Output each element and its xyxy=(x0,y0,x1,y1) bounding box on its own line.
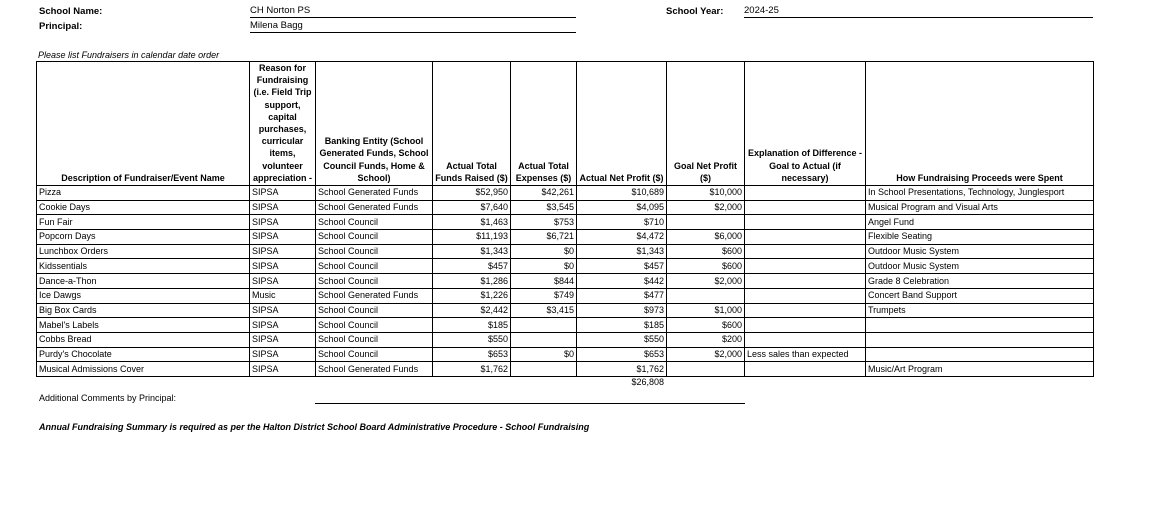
cell-explanation[interactable] xyxy=(745,215,866,230)
cell-net-profit[interactable]: $710 xyxy=(577,215,667,230)
cell-banking-entity[interactable]: School Council xyxy=(316,332,433,347)
cell-expenses[interactable]: $0 xyxy=(511,244,577,259)
cell-banking-entity[interactable]: School Council xyxy=(316,347,433,362)
cell-goal-net-profit[interactable]: $600 xyxy=(667,259,745,274)
table-row xyxy=(37,303,1094,318)
cell-banking-entity[interactable]: School Council xyxy=(316,259,433,274)
cell-proceeds-spent[interactable]: Musical Program and Visual Arts xyxy=(866,200,1094,215)
cell-expenses[interactable]: $749 xyxy=(511,288,577,303)
instruction-note: Please list Fundraisers in calendar date order xyxy=(38,50,220,60)
cell-expenses[interactable] xyxy=(511,318,577,333)
cell-reason[interactable]: SIPSA xyxy=(250,347,316,362)
cell-goal-net-profit[interactable] xyxy=(667,288,745,303)
cell-banking-entity[interactable]: School Generated Funds xyxy=(316,288,433,303)
cell-goal-net-profit[interactable]: $2,000 xyxy=(667,200,745,215)
cell-net-profit[interactable]: $10,689 xyxy=(577,186,667,201)
cell-explanation[interactable] xyxy=(745,200,866,215)
col-header-funds-raised: Actual Total Funds Raised ($) xyxy=(433,62,511,186)
cell-funds-raised[interactable]: $185 xyxy=(433,318,511,333)
cell-proceeds-spent[interactable] xyxy=(866,332,1094,347)
cell-explanation[interactable] xyxy=(745,362,866,377)
cell-funds-raised[interactable]: $457 xyxy=(433,259,511,274)
school-year-field[interactable]: 2024-25 xyxy=(744,5,1093,18)
cell-expenses[interactable]: $0 xyxy=(511,259,577,274)
cell-net-profit[interactable]: $442 xyxy=(577,274,667,289)
cell-description[interactable]: Big Box Cards xyxy=(37,303,250,318)
cell-net-profit[interactable]: $550 xyxy=(577,332,667,347)
cell-description[interactable]: Musical Admissions Cover xyxy=(37,362,250,377)
cell-description[interactable]: Ice Dawgs xyxy=(37,288,250,303)
cell-funds-raised[interactable]: $1,463 xyxy=(433,215,511,230)
table-row xyxy=(37,332,1094,347)
table-header-row xyxy=(37,62,1094,186)
cell-funds-raised[interactable]: $1,286 xyxy=(433,274,511,289)
cell-expenses[interactable]: $42,261 xyxy=(511,186,577,201)
school-name-field[interactable]: CH Norton PS xyxy=(250,5,576,18)
cell-description[interactable]: Kidssentials xyxy=(37,259,250,274)
cell-proceeds-spent[interactable] xyxy=(866,318,1094,333)
cell-description[interactable]: Cobbs Bread xyxy=(37,332,250,347)
cell-funds-raised[interactable]: $1,762 xyxy=(433,362,511,377)
cell-proceeds-spent[interactable]: Angel Fund xyxy=(866,215,1094,230)
table-row xyxy=(37,347,1094,362)
cell-explanation[interactable] xyxy=(745,318,866,333)
cell-explanation[interactable] xyxy=(745,303,866,318)
cell-explanation[interactable] xyxy=(745,244,866,259)
table-row xyxy=(37,230,1094,245)
cell-reason[interactable]: SIPSA xyxy=(250,259,316,274)
cell-description[interactable]: Dance-a-Thon xyxy=(37,274,250,289)
net-profit-total: $26,808 xyxy=(631,377,664,387)
cell-proceeds-spent[interactable]: Concert Band Support xyxy=(866,288,1094,303)
cell-explanation[interactable] xyxy=(745,230,866,245)
cell-explanation[interactable] xyxy=(745,332,866,347)
col-header-reason: Reason for Fundraising (i.e. Field Trip support, capital purchases, curricular items, volunteer appreciation - xyxy=(250,62,316,186)
cell-net-profit[interactable]: $1,762 xyxy=(577,362,667,377)
cell-description[interactable]: Popcorn Days xyxy=(37,230,250,245)
cell-reason[interactable]: SIPSA xyxy=(250,186,316,201)
principal-field[interactable]: Milena Bagg xyxy=(250,20,576,33)
comments-field[interactable] xyxy=(315,392,745,404)
table-row xyxy=(37,244,1094,259)
cell-explanation[interactable] xyxy=(745,288,866,303)
col-header-net-profit: Actual Net Profit ($) xyxy=(577,62,667,186)
cell-net-profit[interactable]: $4,095 xyxy=(577,200,667,215)
cell-net-profit[interactable]: $653 xyxy=(577,347,667,362)
cell-reason[interactable]: SIPSA xyxy=(250,274,316,289)
table-row xyxy=(37,200,1094,215)
col-header-expenses: Actual Total Expenses ($) xyxy=(511,62,577,186)
cell-banking-entity[interactable]: School Council xyxy=(316,303,433,318)
cell-funds-raised[interactable]: $1,226 xyxy=(433,288,511,303)
cell-banking-entity[interactable]: School Council xyxy=(316,318,433,333)
cell-description[interactable]: Lunchbox Orders xyxy=(37,244,250,259)
cell-reason[interactable]: SIPSA xyxy=(250,318,316,333)
table-row xyxy=(37,318,1094,333)
cell-expenses[interactable] xyxy=(511,362,577,377)
cell-net-profit[interactable]: $973 xyxy=(577,303,667,318)
cell-reason[interactable]: SIPSA xyxy=(250,362,316,377)
cell-goal-net-profit[interactable]: $200 xyxy=(667,332,745,347)
cell-proceeds-spent[interactable]: In School Presentations, Technology, Junglesport xyxy=(866,186,1094,201)
table-row xyxy=(37,215,1094,230)
cell-expenses[interactable]: $844 xyxy=(511,274,577,289)
cell-proceeds-spent[interactable]: Outdoor Music System xyxy=(866,244,1094,259)
cell-goal-net-profit[interactable]: $10,000 xyxy=(667,186,745,201)
school-name-label: School Name: xyxy=(39,6,103,17)
cell-proceeds-spent[interactable] xyxy=(866,347,1094,362)
col-header-proceeds-spent: How Fundraising Proceeds were Spent xyxy=(866,62,1094,186)
cell-banking-entity[interactable]: School Council xyxy=(316,244,433,259)
cell-goal-net-profit[interactable] xyxy=(667,215,745,230)
table-row xyxy=(37,274,1094,289)
cell-reason[interactable]: SIPSA xyxy=(250,215,316,230)
cell-net-profit[interactable]: $1,343 xyxy=(577,244,667,259)
principal-label: Principal: xyxy=(39,21,83,32)
col-header-explanation: Explanation of Difference - Goal to Actual (if necessary) xyxy=(745,62,866,186)
school-year-label: School Year: xyxy=(666,6,724,17)
cell-funds-raised[interactable]: $7,640 xyxy=(433,200,511,215)
cell-goal-net-profit[interactable]: $600 xyxy=(667,318,745,333)
cell-net-profit[interactable]: $185 xyxy=(577,318,667,333)
cell-proceeds-spent[interactable]: Flexible Seating xyxy=(866,230,1094,245)
cell-goal-net-profit[interactable]: $6,000 xyxy=(667,230,745,245)
cell-funds-raised[interactable]: $2,442 xyxy=(433,303,511,318)
cell-reason[interactable]: SIPSA xyxy=(250,303,316,318)
cell-explanation[interactable] xyxy=(745,274,866,289)
cell-proceeds-spent[interactable]: Grade 8 Celebration xyxy=(866,274,1094,289)
cell-proceeds-spent[interactable]: Outdoor Music System xyxy=(866,259,1094,274)
cell-reason[interactable]: SIPSA xyxy=(250,332,316,347)
cell-expenses[interactable]: $6,721 xyxy=(511,230,577,245)
cell-banking-entity[interactable]: School Council xyxy=(316,215,433,230)
cell-goal-net-profit[interactable]: $2,000 xyxy=(667,347,745,362)
cell-banking-entity[interactable]: School Generated Funds xyxy=(316,362,433,377)
cell-reason[interactable]: SIPSA xyxy=(250,230,316,245)
cell-goal-net-profit[interactable]: $1,000 xyxy=(667,303,745,318)
table-row xyxy=(37,259,1094,274)
cell-funds-raised[interactable]: $1,343 xyxy=(433,244,511,259)
cell-proceeds-spent[interactable]: Music/Art Program xyxy=(866,362,1094,377)
cell-net-profit[interactable]: $477 xyxy=(577,288,667,303)
cell-net-profit[interactable]: $4,472 xyxy=(577,230,667,245)
col-header-description: Description of Fundraiser/Event Name xyxy=(37,62,250,186)
cell-goal-net-profit[interactable] xyxy=(667,362,745,377)
cell-funds-raised[interactable]: $550 xyxy=(433,332,511,347)
cell-description[interactable]: Fun Fair xyxy=(37,215,250,230)
cell-reason[interactable]: Music xyxy=(250,288,316,303)
cell-expenses[interactable]: $0 xyxy=(511,347,577,362)
cell-funds-raised[interactable]: $11,193 xyxy=(433,230,511,245)
cell-funds-raised[interactable]: $52,950 xyxy=(433,186,511,201)
cell-net-profit[interactable]: $457 xyxy=(577,259,667,274)
cell-description[interactable]: Purdy's Chocolate xyxy=(37,347,250,362)
cell-expenses[interactable]: $3,545 xyxy=(511,200,577,215)
cell-expenses[interactable]: $3,415 xyxy=(511,303,577,318)
cell-reason[interactable]: SIPSA xyxy=(250,244,316,259)
cell-banking-entity[interactable]: School Generated Funds xyxy=(316,200,433,215)
col-header-goal-net-profit: Goal Net Profit ($) xyxy=(667,62,745,186)
cell-explanation[interactable] xyxy=(745,186,866,201)
cell-funds-raised[interactable]: $653 xyxy=(433,347,511,362)
fundraiser-table xyxy=(36,61,1094,377)
table-row xyxy=(37,186,1094,201)
cell-goal-net-profit[interactable]: $600 xyxy=(667,244,745,259)
cell-expenses[interactable]: $753 xyxy=(511,215,577,230)
col-header-banking-entity: Banking Entity (School Generated Funds, School Council Funds, Home & School) xyxy=(316,62,433,186)
cell-proceeds-spent[interactable]: Trumpets xyxy=(866,303,1094,318)
cell-goal-net-profit[interactable]: $2,000 xyxy=(667,274,745,289)
cell-explanation[interactable] xyxy=(745,259,866,274)
table-row xyxy=(37,362,1094,377)
cell-expenses[interactable] xyxy=(511,332,577,347)
cell-explanation[interactable]: Less sales than expected xyxy=(745,347,866,362)
cell-description[interactable]: Pizza xyxy=(37,186,250,201)
cell-description[interactable]: Mabel's Labels xyxy=(37,318,250,333)
cell-banking-entity[interactable]: School Generated Funds xyxy=(316,186,433,201)
cell-banking-entity[interactable]: School Council xyxy=(316,230,433,245)
cell-banking-entity[interactable]: School Council xyxy=(316,274,433,289)
cell-description[interactable]: Cookie Days xyxy=(37,200,250,215)
comments-label: Additional Comments by Principal: xyxy=(39,393,177,403)
cell-reason[interactable]: SIPSA xyxy=(250,200,316,215)
footer-note: Annual Fundraising Summary is required as per the Halton District School Board Administrative Procedure - School Fundraising xyxy=(39,422,590,432)
table-row xyxy=(37,288,1094,303)
